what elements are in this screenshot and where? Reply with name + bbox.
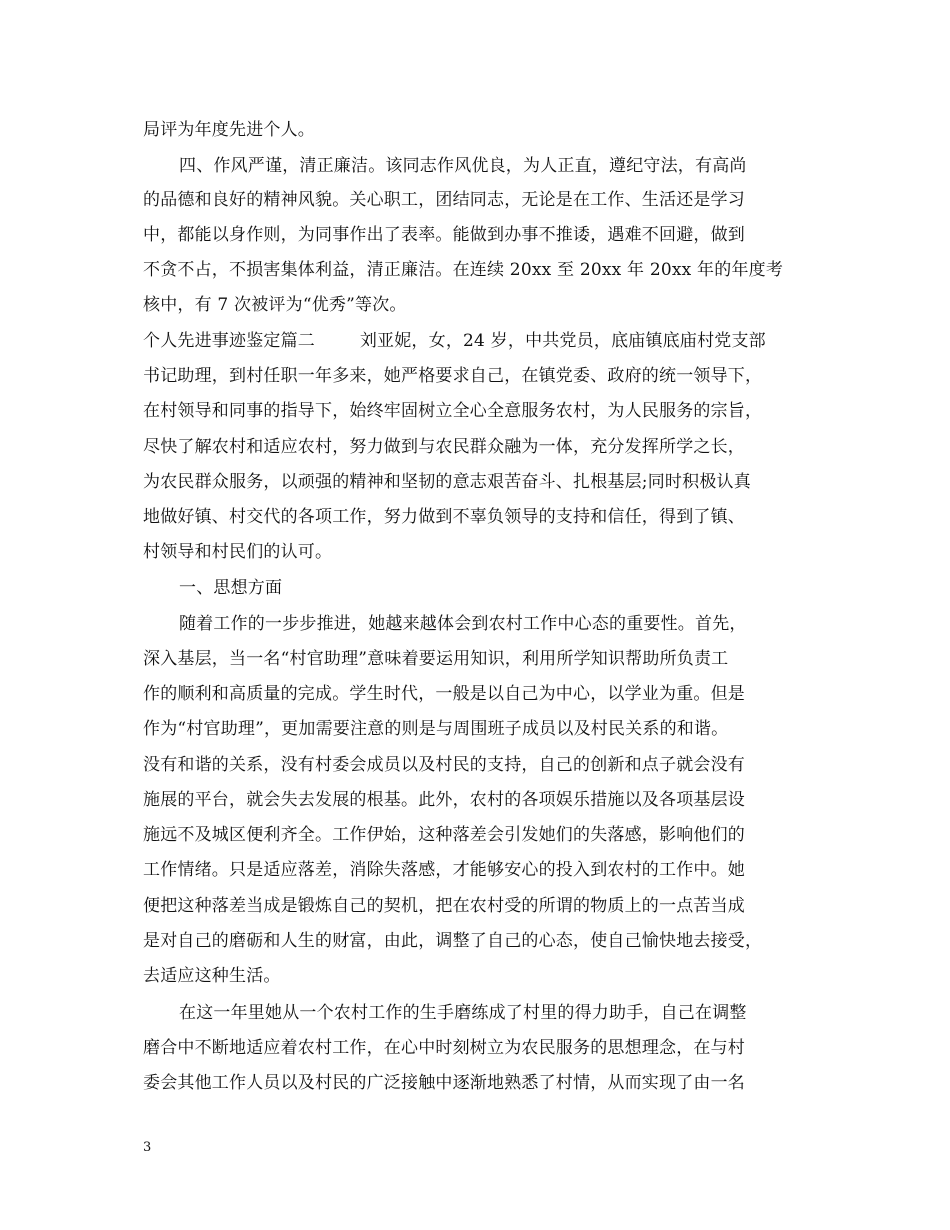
text-line: 不贪不占，不损害集体利益，清正廉洁。在连续 20xx 至 20xx 年 20xx 年的年度考 [143, 260, 784, 280]
text-line: 村领导和村民们的认可。 [143, 542, 333, 562]
text-line: 为农民群众服务，以顽强的精神和坚韧的意志艰苦奋斗、扎根基层;同时积极认真 [143, 472, 751, 492]
text-line: 尽快了解农村和适应农村，努力做到与农民群众融为一体，充分发挥所学之长， [143, 437, 745, 457]
text-line: 在这一年里她从一个农村工作的生手磨练成了村里的得力助手，自己在调整 [179, 1003, 747, 1023]
text-line: 委会其他工作人员以及村民的广泛接触中逐渐地熟悉了村情，从而实现了由一名 [143, 1073, 745, 1093]
text-line: 四、作风严谨，清正廉洁。该同志作风优良，为人正直，遵纪守法，有高尚 [179, 156, 747, 176]
text-line: 书记助理，到村任职一年多来，她严格要求自己，在镇党委、政府的统一领导下， [143, 366, 763, 386]
text-line: 是对自己的磨砺和人生的财富，由此，调整了自己的心态，使自己愉快地去接受， [143, 931, 763, 951]
text-line: 施远不及城区便利齐全。工作伊始，这种落差会引发她们的失落感，影响他们的 [143, 825, 745, 845]
text-line: 深入基层，当一名“村官助理”意味着要运用知识，利用所学知识帮助所负责工 [143, 649, 729, 669]
text-line: 没有和谐的关系，没有村委会成员以及村民的支持，自己的创新和点子就会没有 [143, 755, 745, 775]
text-line: 地做好镇、村交代的各项工作，努力做到不辜负领导的支持和信任，得到了镇、 [143, 507, 745, 527]
section-heading-line: 个人先进事迹鉴定篇二 刘亚妮，女，24 岁，中共党员，底庙镇底庙村党支部 [143, 331, 766, 351]
text-line: 工作情绪。只是适应落差，消除失落感，才能够安心的投入到农村的工作中。她 [143, 860, 745, 880]
text-line: 在村领导和同事的指导下，始终牢固树立全心全意服务农村，为人民服务的宗旨， [143, 401, 763, 421]
text-line: 磨合中不断地适应着农村工作，在心中时刻树立为农民服务的思想理念，在与村 [143, 1038, 745, 1058]
subheading-line: 一、思想方面 [179, 578, 283, 598]
text-line: 随着工作的一步步推进，她越来越体会到农村工作中心态的重要性。首先， [179, 614, 747, 634]
text-line: 便把这种落差当成是锻炼自己的契机，把在农村受的所谓的物质上的一点苦当成 [143, 896, 745, 916]
text-line: 去适应这种生活。 [143, 966, 281, 986]
text-line: 局评为年度先进个人。 [143, 120, 315, 140]
text-line: 中，都能以身作则，为同事作出了表率。能做到办事不推诿，遇难不回避，做到 [143, 225, 745, 245]
text-line: 作的顺利和高质量的完成。学生时代，一般是以自己为中心，以学业为重。但是 [143, 684, 745, 704]
text-line: 施展的平台，就会失去发展的根基。此外，农村的各项娱乐措施以及各项基层设 [143, 790, 745, 810]
text-line: 核中，有 7 次被评为“优秀”等次。 [143, 295, 407, 315]
text-line: 的品德和良好的精神风貌。关心职工，团结同志，无论是在工作、生活还是学习 [143, 190, 745, 210]
page-number: 3 [143, 1140, 152, 1155]
text-line: 作为“村官助理”，更加需要注意的则是与周围班子成员以及村民关系的和谐。 [143, 719, 729, 739]
